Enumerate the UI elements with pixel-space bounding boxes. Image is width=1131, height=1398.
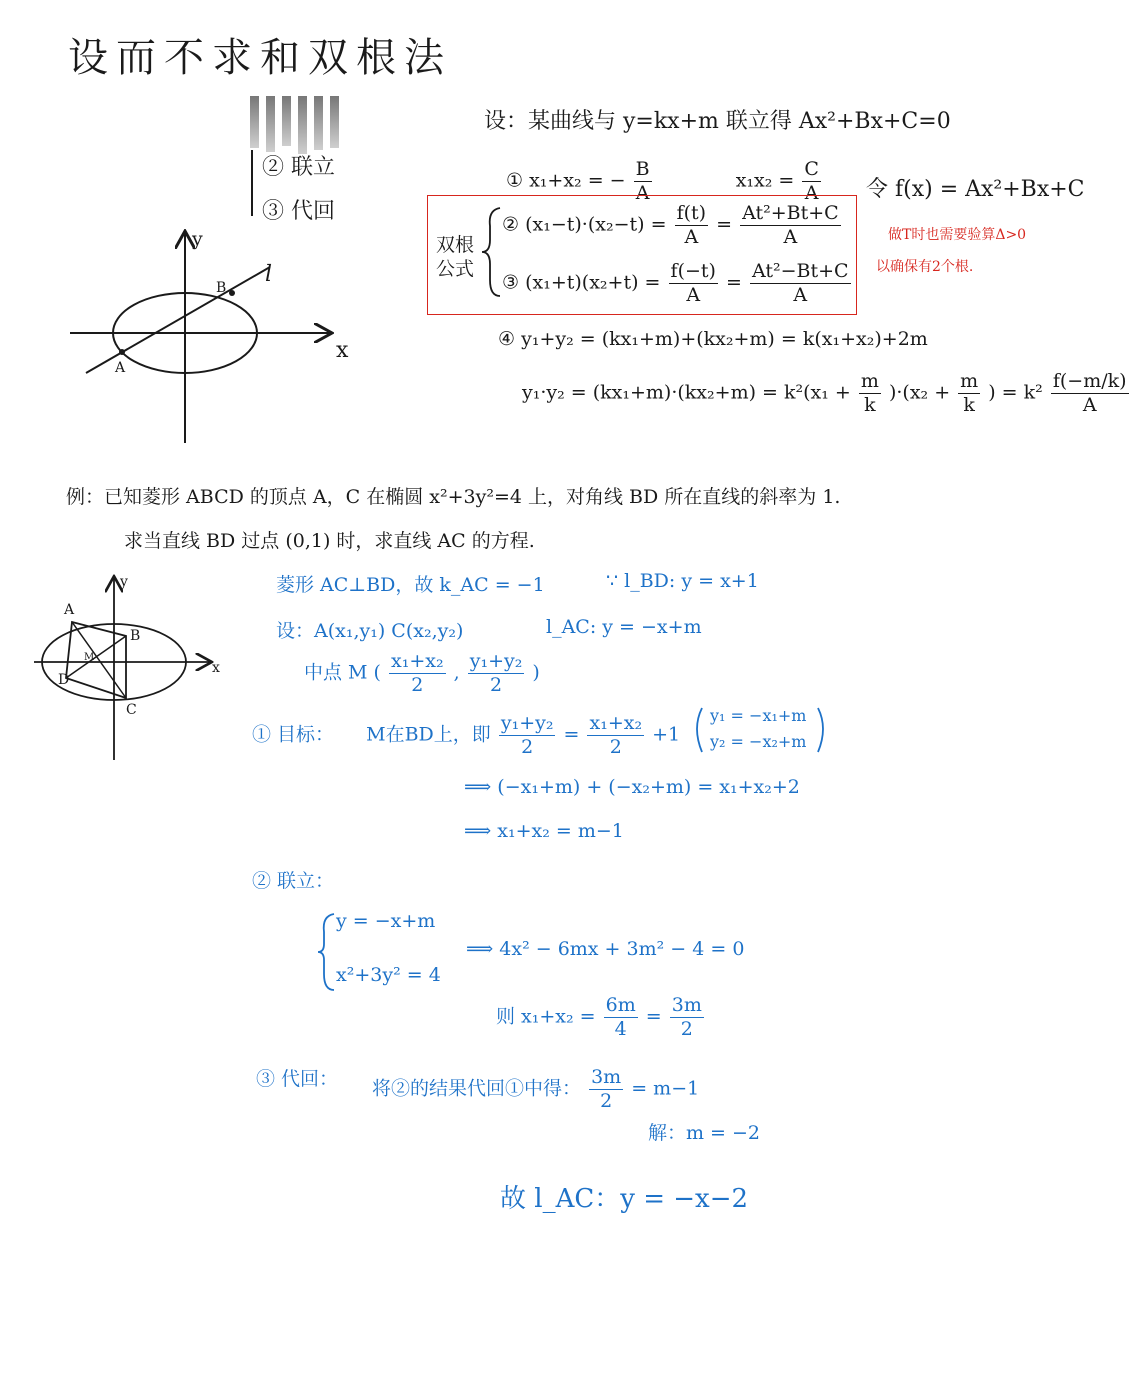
- intro-formula: 设：某曲线与 y=kx+m 联立得 Ax²+Bx+C=0: [484, 109, 951, 134]
- step-3-substitution: 将②的结果代回①中得： $\frac{3m}{2}$ = m−1: [372, 1066, 700, 1112]
- formula-4-sum: ④ y₁+y₂ = (kx₁+m)+(kx₂+m) = k(x₁+x₂)+2m: [498, 328, 928, 350]
- formula-3-label: ③: [502, 271, 520, 294]
- formula-1-prod: x₁x₂ =: [735, 169, 795, 192]
- step-1-implication-1: ⟹ (−x₁+m) + (−x₂+m) = x₁+x₂+2: [464, 776, 800, 798]
- system-1-eq-1: y₁ = −x₁+m: [710, 706, 807, 725]
- fraction: $\frac{B}{A}$: [635, 158, 650, 204]
- fraction: $\frac{\text{y₁+y₂}}{2}$: [469, 650, 523, 696]
- page-title: 设而不求和双根法: [68, 35, 452, 81]
- step-2-vieta: 则 x₁+x₂ = $\frac{6m}{4}$ = $\frac{3m}{2}$: [496, 994, 702, 1040]
- double-root-label-2: 公式: [436, 258, 475, 280]
- example-problem-line-2: 求当直线 BD 过点 (0,1) 时，求直线 AC 的方程.: [124, 530, 535, 552]
- step-1-implication-2: ⟹ x₁+x₂ = m−1: [464, 820, 624, 842]
- axis-x-label: x: [212, 660, 220, 676]
- midpoint-m: 中点 M ( $\frac{\text{x₁+x₂}}{2}$ , $\frac{\text{y₁+y₂}}{2}$ ): [304, 650, 540, 696]
- formula-1-sum: x₁+x₂ = −: [529, 169, 626, 192]
- axis-y-label: y: [192, 228, 203, 250]
- formula-2-label: ②: [502, 213, 520, 236]
- step-1-label: ① 目标：: [252, 723, 335, 746]
- system-2-eq-1: y = −x+m: [336, 910, 436, 932]
- formula-1-label: ①: [506, 169, 524, 192]
- formula-3-left: (x₁+t)(x₂+t) =: [525, 271, 661, 294]
- fraction: $\frac{f(t)}{A}$: [676, 202, 707, 248]
- let-f-definition: 令 f(x) = Ax²+Bx+C: [866, 177, 1085, 202]
- fraction: $\frac{\text{x₁+x₂}}{2}$: [391, 650, 444, 696]
- fraction: $\frac{m}{k}$: [860, 370, 879, 416]
- fraction: $\frac{f(-m/k)}{A}$: [1052, 370, 1127, 416]
- step-3-label: ③ 代回: [262, 199, 335, 224]
- point-c-label: C: [126, 702, 137, 718]
- step-2-quadratic: ⟹ 4x² − 6mx + 3m² − 4 = 0: [466, 938, 745, 960]
- fraction: $\frac{\text{y₁+y₂}}{2}$: [500, 712, 554, 758]
- formula-4-label: ④: [498, 328, 516, 350]
- formula-2: ② (x₁−t)·(x₂−t) = $\frac{f(t)}{A}$ = $\frac{\text{At²+Bt+C}}{A}$: [502, 202, 839, 248]
- fraction: $\frac{6m}{4}$: [605, 994, 636, 1040]
- formula-3: ③ (x₁+t)(x₂+t) = $\frac{f(-t)}{A}$ = $\frac{\text{At²−Bt+C}}{A}$: [502, 260, 849, 306]
- formula-4-product: y₁·y₂ = (kx₁+m)·(kx₂+m) = k²(x₁ + $\frac{m}{k}$ )·(x₂ + $\frac{m}{k}$ ) = k² $\frac{f(-m/k)}{A}$: [522, 370, 1127, 416]
- fraction: $\frac{3m}{2}$: [591, 1066, 622, 1112]
- step-2-label: ② 联立: [262, 155, 335, 180]
- system-2-eq-2: x²+3y² = 4: [336, 964, 441, 986]
- fraction: $\frac{\text{At²−Bt+C}}{A}$: [751, 260, 849, 306]
- fraction: $\frac{f(-t)}{A}$: [670, 260, 716, 306]
- step-2-label-blue: ② 联立：: [252, 870, 335, 892]
- red-note-line-1: 做T时也需要验算Δ>0: [888, 227, 1027, 243]
- point-a-label: A: [64, 602, 75, 618]
- system-1-eq-2: y₂ = −x₂+m: [710, 732, 807, 751]
- formula-2-left: (x₁−t)·(x₂−t) =: [525, 213, 667, 236]
- solution-line-2b: l_AC: y = −x+m: [546, 616, 702, 638]
- step-3-solution: 解：m = −2: [648, 1122, 761, 1144]
- point-b-label: B: [216, 280, 227, 296]
- example-problem-line-1: 例：已知菱形 ABCD 的顶点 A，C 在椭圆 x²+3y²=4 上，对角线 BD 所在直线的斜率为 1.: [66, 486, 841, 508]
- axis-y-label: y: [120, 574, 128, 590]
- solution-line-1b: ∵ l_BD: y = x+1: [606, 570, 759, 592]
- step-1-goal: ① 目标： M在BD上，即 $\frac{\text{y₁+y₂}}{2}$ = $\frac{\text{x₁+x₂}}{2}$ +1: [252, 712, 681, 758]
- red-note-line-2: 以确保有2个根.: [876, 259, 974, 275]
- fraction: $\frac{\text{At²+Bt+C}}{A}$: [742, 202, 839, 248]
- final-answer: 故 l_AC：y = −x−2: [500, 1184, 749, 1214]
- point-a-label: A: [115, 360, 126, 376]
- solution-line-1a: 菱形 AC⊥BD，故 k_AC = −1: [276, 574, 545, 596]
- point-m-label: M: [84, 652, 95, 663]
- point-b-label: B: [130, 628, 141, 644]
- fraction: $\frac{m}{k}$: [960, 370, 979, 416]
- double-root-label-1: 双根: [436, 234, 475, 256]
- line-l-label: l: [265, 262, 273, 287]
- solution-line-2a: 设：A(x₁,y₁) C(x₂,y₂): [276, 620, 464, 642]
- step-3-label-blue: ③ 代回：: [256, 1068, 339, 1090]
- fraction: $\frac{\text{x₁+x₂}}{2}$: [589, 712, 643, 758]
- fraction: $\frac{3m}{2}$: [671, 994, 702, 1040]
- fraction: $\frac{C}{A}$: [804, 158, 819, 204]
- point-d-label: D: [58, 672, 70, 688]
- axis-x-label: x: [336, 338, 349, 363]
